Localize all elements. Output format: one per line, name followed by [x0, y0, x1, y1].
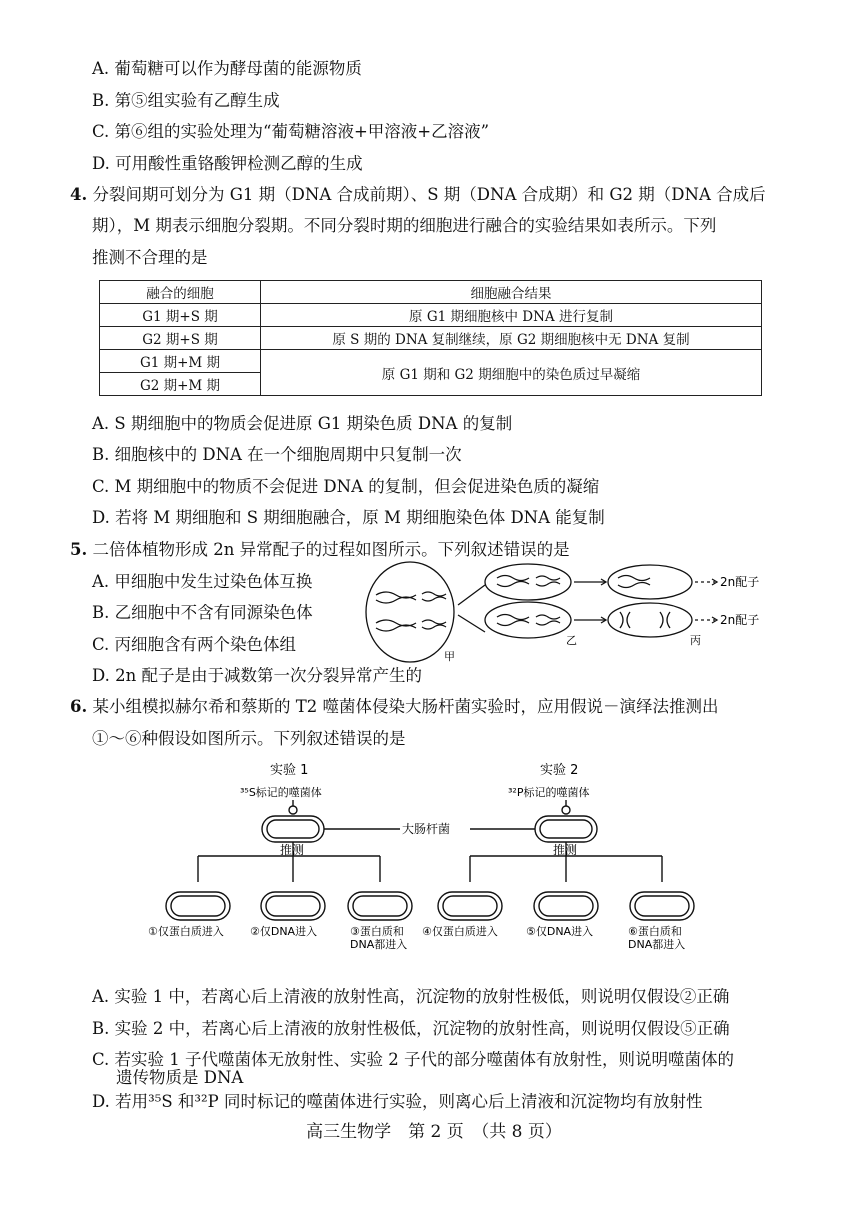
table-cell: G2 期+S 期: [100, 327, 261, 350]
label-yi: 乙: [566, 634, 577, 647]
q5-stem-text: 二倍体植物形成 2n 异常配子的过程如图所示。下列叙述错误的是: [92, 540, 570, 559]
label-jia: 甲: [444, 650, 455, 663]
table-cell: G1 期+M 期: [100, 350, 261, 373]
q6-option-c-cont: 遗传物质是 DNA: [116, 1068, 244, 1087]
q6-stem-text1: 某小组模拟赫尔希和蔡斯的 T2 噬菌体侵染大肠杆菌实验时，应用假说－演绎法推测出: [92, 697, 719, 716]
q5-option-c: C. 丙细胞含有两个染色体组: [92, 635, 297, 654]
q6-option-d: D. 若用³⁵S 和³²P 同时标记的噬菌体进行实验，则离心后上清液和沉淀物均有放射性: [92, 1092, 703, 1111]
q4-stem-line1: [70, 183, 766, 207]
q4-option-d: D. 若将 M 期细胞和 S 期细胞融合，原 M 期细胞染色体 DNA 能复制: [92, 508, 605, 527]
exp2-subtitle: ³²P标记的噬菌体: [508, 786, 590, 799]
q6-number: 6.: [70, 697, 88, 716]
q5-number: 5.: [70, 540, 88, 559]
cell-upper-right: [608, 565, 692, 599]
exp1-title: 实验 1: [270, 763, 309, 778]
q5-option-d: D. 2n 配子是由于减数第一次分裂异常产生的: [92, 666, 422, 685]
q4-option-b: B. 细胞核中的 DNA 在一个细胞周期中只复制一次: [92, 445, 462, 464]
q4-stem-line2: 期），M 期表示细胞分裂期。不同分裂时期的细胞进行融合的实验结果如表所示。下列: [92, 216, 717, 235]
q3-option-a: A. 葡萄糖可以作为酵母菌的能源物质: [92, 59, 362, 78]
table-header-row: [100, 281, 762, 304]
infer-label-1: 推测: [280, 843, 305, 857]
exp1-subtitle: ³⁵S标记的噬菌体: [240, 786, 322, 799]
phage-figure: [140, 760, 710, 956]
meiosis-figure: [360, 560, 780, 678]
page-footer: 高三生物学 第 2 页 （共 8 页）: [306, 1122, 562, 1142]
gamete-label-lower: 2n配子: [720, 613, 760, 627]
cell-yi: [485, 602, 571, 638]
table-header: 融合的细胞: [100, 281, 261, 304]
q3-option-c: C. 第⑥组的实验处理为“葡萄糖溶液+甲溶液+乙溶液”: [92, 122, 490, 141]
q3-option-d: D. 可用酸性重铬酸钾检测乙醇的生成: [92, 154, 363, 173]
cell-jia: [366, 562, 454, 662]
table-row: [100, 304, 762, 327]
table-row: [100, 327, 762, 350]
table-cell: 原 S 期的 DNA 复制继续，原 G2 期细胞核中无 DNA 复制: [261, 327, 762, 350]
hypothesis-4: ④仅蛋白质进入: [422, 925, 498, 938]
hypothesis-3b: DNA都进入: [350, 938, 408, 951]
q4-number: 4.: [70, 185, 88, 204]
q5-stem: [70, 538, 570, 562]
hypothesis-1: ①仅蛋白质进入: [148, 925, 224, 938]
table-row: [100, 350, 762, 373]
q4-option-a: A. S 期细胞中的物质会促进原 G1 期染色质 DNA 的复制: [92, 414, 513, 433]
q6-stem-line1: [70, 695, 718, 719]
table-cell: 原 G1 期和 G2 期细胞中的染色质过早凝缩: [261, 350, 762, 396]
hypothesis-5: ⑤仅DNA进入: [526, 925, 594, 938]
hypothesis-6b: DNA都进入: [628, 938, 686, 951]
q4-table: [99, 280, 762, 396]
q4-stem-text1: 分裂间期可划分为 G1 期（DNA 合成前期）、S 期（DNA 合成期）和 G2 期（DNA 合成后: [92, 185, 766, 204]
q3-option-b: B. 第⑤组实验有乙醇生成: [92, 91, 280, 110]
exp2-title: 实验 2: [540, 763, 579, 778]
q5-option-b: B. 乙细胞中不含有同源染色体: [92, 603, 313, 622]
ecoli-label: 大肠杆菌: [402, 822, 451, 836]
cell-bing: [608, 603, 692, 637]
q6-option-c: C. 若实验 1 子代噬菌体无放射性、实验 2 子代的部分噬菌体有放射性，则说明噬菌体的: [92, 1050, 735, 1069]
table-cell: G1 期+S 期: [100, 304, 261, 327]
table-cell: G2 期+M 期: [100, 373, 261, 396]
q6-option-b: B. 实验 2 中，若离心后上清液的放射性极低，沉淀物的放射性高，则说明仅假设⑤正确: [92, 1019, 730, 1038]
gamete-label-upper: 2n配子: [720, 575, 760, 589]
q5-option-a: A. 甲细胞中发生过染色体互换: [92, 572, 313, 591]
cell-upper: [485, 564, 571, 600]
q6-option-a: A. 实验 1 中，若离心后上清液的放射性高，沉淀物的放射性极低，则说明仅假设②正确: [92, 987, 730, 1006]
hypothesis-2: ②仅DNA进入: [250, 925, 318, 938]
infer-label-2: 推测: [553, 843, 578, 857]
label-bing: 丙: [690, 634, 701, 647]
q6-stem-line2: ①～⑥种假设如图所示。下列叙述错误的是: [92, 729, 406, 748]
q4-stem-line3: 推测不合理的是: [92, 248, 208, 267]
hypothesis-6a: ⑥蛋白质和: [628, 925, 682, 938]
q4-option-c: C. M 期细胞中的物质不会促进 DNA 的复制，但会促进染色质的凝缩: [92, 477, 600, 496]
table-header: 细胞融合结果: [261, 281, 762, 304]
hypothesis-3a: ③蛋白质和: [350, 925, 404, 938]
table-cell: 原 G1 期细胞核中 DNA 进行复制: [261, 304, 762, 327]
